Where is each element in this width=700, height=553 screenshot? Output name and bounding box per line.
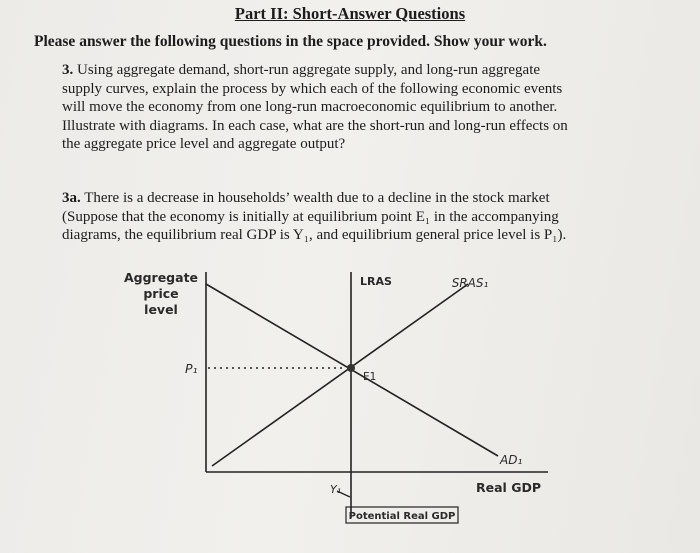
question-3-line: will move the economy from one long-run macroeconomic equilibrium to another.: [62, 99, 558, 116]
sras-label: SRAS₁: [451, 276, 489, 290]
question-3a-line: diagrams, the equilibrium real GDP is Y₁, and equilibrium general price level is P₁).: [62, 227, 567, 244]
output-label: Y₁: [330, 483, 342, 496]
potential-gdp-label: Potential Real GDP: [348, 511, 456, 522]
question-3a-line: 3a. There is a decrease in households’ wealth due to a decline in the stock market: [62, 190, 550, 206]
question-3-line: the aggregate price level and aggregate output?: [62, 136, 346, 153]
question-3a-line: (Suppose that the economy is initially at equilibrium point E₁ in the accompanying: [62, 208, 559, 225]
price-label: P₁: [185, 361, 198, 376]
sras-curve: [212, 284, 468, 466]
y-axis-label-line: Aggregate: [123, 270, 199, 285]
question-3-line: Illustrate with diagrams. In each case, what are the short-run and long-run effects on: [62, 117, 568, 134]
question-3-line: 3. Using aggregate demand, short-run aggregate supply, and long-run aggregate: [62, 62, 541, 78]
equilibrium-point: [347, 364, 355, 372]
section-title: Part II: Short-Answer Questions: [234, 4, 466, 23]
y-axis-label-line: level: [144, 302, 178, 317]
y-axis-label-line: price: [143, 286, 179, 301]
equilibrium-label: E1: [363, 371, 377, 383]
x-axis-label: Real GDP: [476, 480, 541, 495]
question-3a-number: 3a.: [62, 190, 81, 206]
ad-label: AD₁: [500, 453, 523, 467]
lras-label: LRAS: [360, 275, 392, 288]
instructions: Please answer the following questions in the space provided. Show your work.: [34, 33, 547, 50]
question-3-line: supply curves, explain the process by which each of the following economic events: [62, 80, 563, 97]
question-3-number: 3.: [62, 62, 74, 78]
